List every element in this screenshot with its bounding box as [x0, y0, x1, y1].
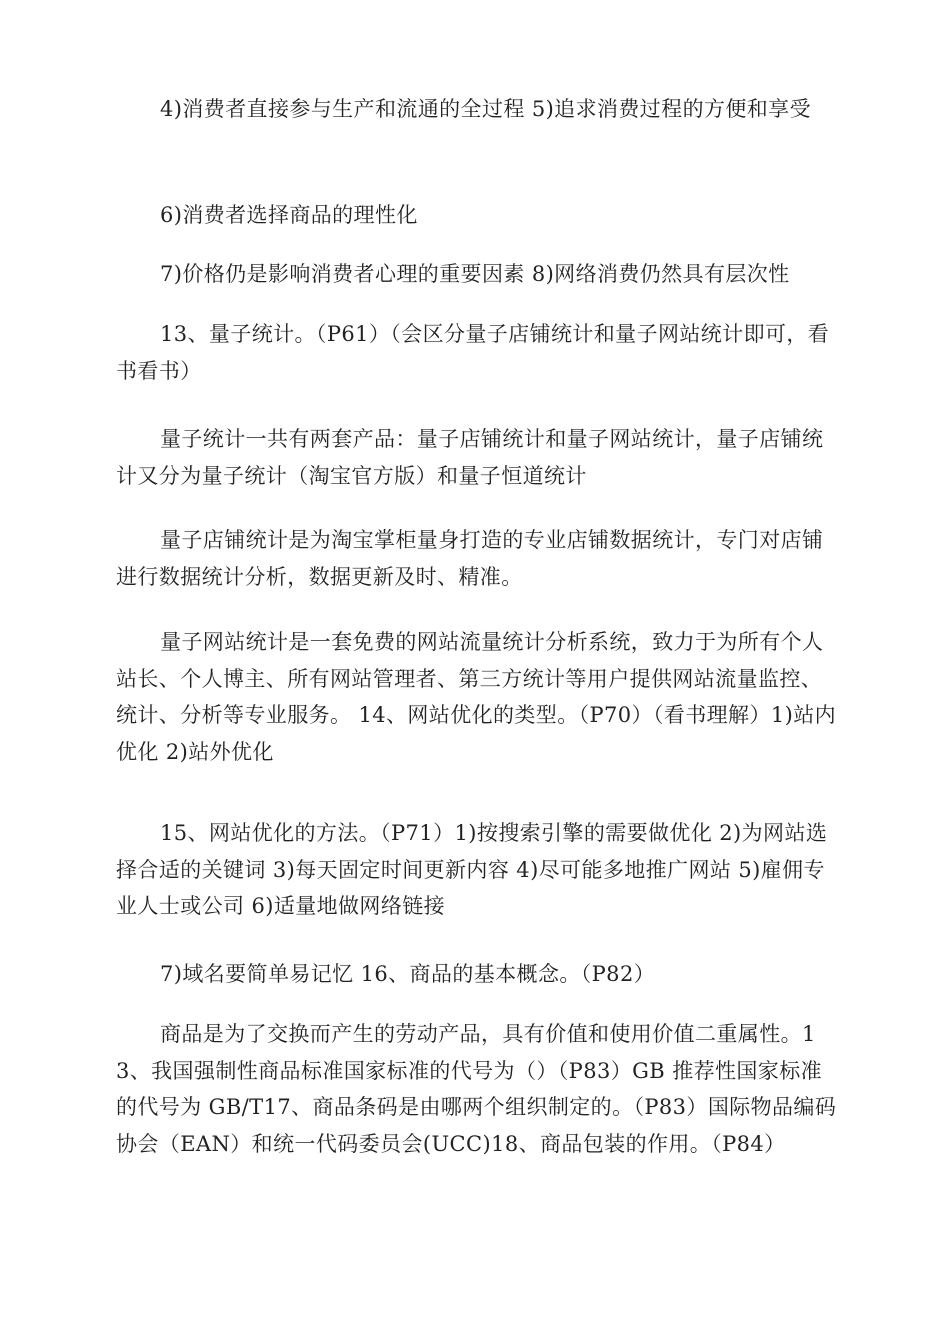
- paragraph-quantum-store-stats: 量子店铺统计是为淘宝掌柜量身打造的专业店铺数据统计，专门对店铺进行数据统计分析，数据更新及时、精准。: [116, 528, 824, 589]
- paragraph-quantum-site-stats: 量子网站统计是一套免费的网站流量统计分析系统，致力于为所有个人站长、个人博主、所有网站管理者、第三方统计等用户提供网站流量监控、统计、分析等专业服务。 14、网站优化的类型。（P70）（看书理解）1)站内优化 2)站外优化: [116, 630, 836, 764]
- paragraph-domain-and-product-concept: 7)域名要简单易记忆 16、商品的基本概念。（P82）: [160, 962, 656, 986]
- paragraph-consumer-traits-4-5: 4)消费者直接参与生产和流通的全过程 5)追求消费过程的方便和享受: [160, 97, 811, 121]
- paragraph-site-optimization-methods: 15、网站优化的方法。（P71）1)按搜索引擎的需要做优化 2)为网站选择合适的关键词 3)每天固定时间更新内容 4)尽可能多地推广网站 5)雇佣专业人士或公司 6)适量地做网络链接: [116, 821, 828, 918]
- paragraph-consumer-traits-7-8: 7)价格仍是影响消费者心理的重要因素 8)网络消费仍然具有层次性: [160, 262, 790, 286]
- paragraph-quantum-stats-products: 量子统计一共有两套产品：量子店铺统计和量子网站统计，量子店铺统计又分为量子统计（淘宝官方版）和量子恒道统计: [116, 427, 824, 488]
- paragraph-product-definition-standards: 商品是为了交换而产生的劳动产品，具有价值和使用价值二重属性。13、我国强制性商品标准国家标准的代号为（）（P83）GB 推荐性国家标准的代号为 GB/T17、商品条码是由哪两个组织制定的。（P83）国际物品编码协会（EAN）和统一代码委员会(UCC)18、商品包装的作用。（P84）: [116, 1022, 837, 1156]
- paragraph-quantum-stats-heading: 13、量子统计。（P61）（会区分量子店铺统计和量子网站统计即可，看书看书）: [116, 322, 830, 383]
- paragraph-consumer-traits-6: 6)消费者选择商品的理性化: [160, 203, 418, 227]
